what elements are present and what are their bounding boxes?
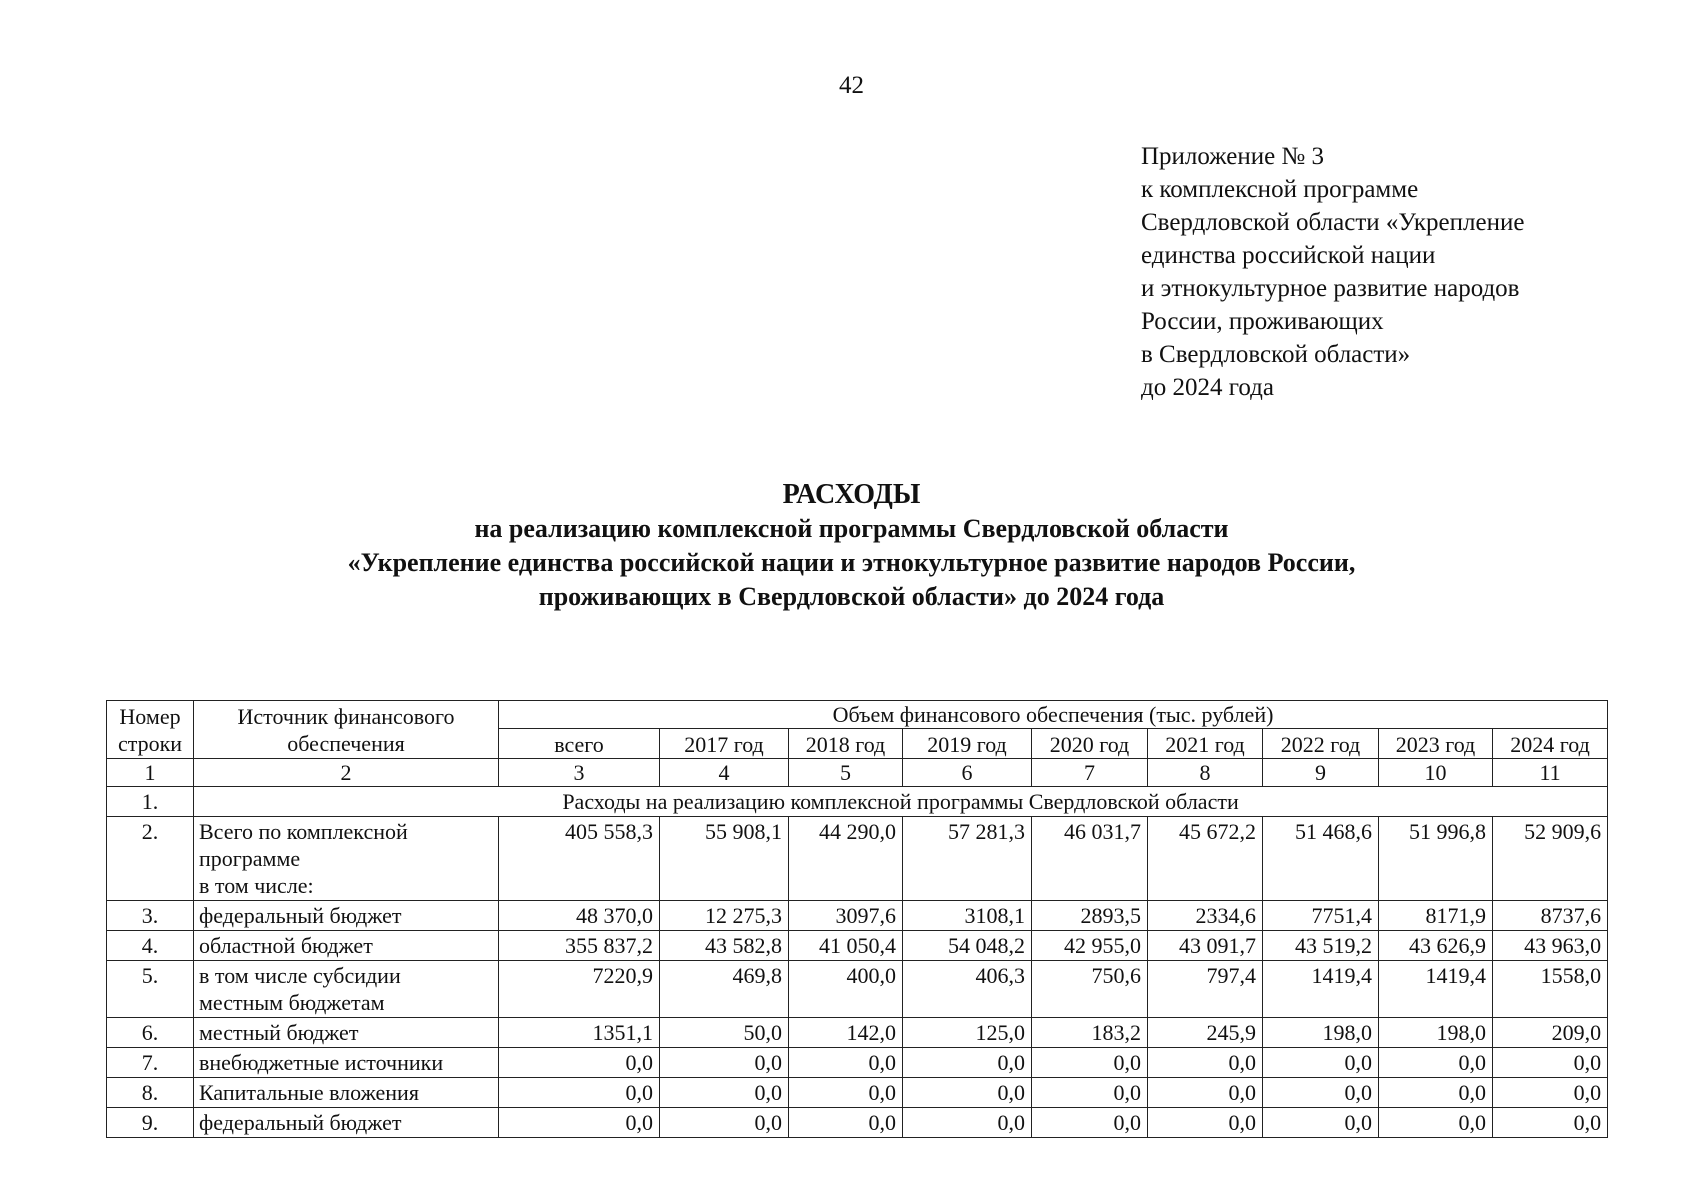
label-line: федеральный бюджет <box>199 1110 402 1135</box>
table-row <box>107 961 1608 1018</box>
table-row <box>107 1108 1608 1138</box>
financing-table <box>106 700 1608 1138</box>
value-cell: 0,0 <box>1493 1048 1608 1078</box>
value-cell: 0,0 <box>499 1108 660 1138</box>
value-cell: 1419,4 <box>1263 961 1379 1018</box>
value-cell: 750,6 <box>1032 961 1148 1018</box>
column-number: 9 <box>1263 759 1379 787</box>
value-cell: 0,0 <box>1493 1078 1608 1108</box>
value-cell: 1351,1 <box>499 1018 660 1048</box>
column-number: 4 <box>660 759 789 787</box>
value-cell: 142,0 <box>789 1018 903 1048</box>
section-row-text: Расходы на реализацию комплексной программы Свердловской области <box>194 787 1608 817</box>
row-source-label <box>194 1048 499 1078</box>
value-cell: 48 370,0 <box>499 901 660 931</box>
value-cell: 41 050,4 <box>789 931 903 961</box>
value-cell: 43 582,8 <box>660 931 789 961</box>
table-row <box>107 817 1608 901</box>
header-row <box>107 701 1608 729</box>
value-cell: 7751,4 <box>1263 901 1379 931</box>
label-line: программе <box>199 846 301 871</box>
value-cell: 0,0 <box>903 1108 1032 1138</box>
row-source-label <box>194 817 499 901</box>
value-cell: 209,0 <box>1493 1018 1608 1048</box>
value-cell: 45 672,2 <box>1148 817 1263 901</box>
label-line: в том числе: <box>199 873 314 898</box>
appendix-line: России, проживающих <box>1141 308 1384 335</box>
row-number: 3. <box>107 901 194 931</box>
page-number: 42 <box>839 72 864 99</box>
value-cell: 0,0 <box>1379 1048 1493 1078</box>
title-line: на реализацию комплексной программы Свердловской области <box>474 514 1229 543</box>
column-number: 3 <box>499 759 660 787</box>
row-number: 9. <box>107 1108 194 1138</box>
value-cell: 43 626,9 <box>1379 931 1493 961</box>
row-source-label <box>194 901 499 931</box>
header-volume: Объем финансового обеспечения (тыс. рублей) <box>499 701 1608 729</box>
value-cell: 198,0 <box>1379 1018 1493 1048</box>
header-column: 2024 год <box>1493 729 1608 759</box>
value-cell: 0,0 <box>903 1078 1032 1108</box>
label-line: Капитальные вложения <box>199 1080 419 1105</box>
value-cell: 0,0 <box>789 1108 903 1138</box>
value-cell: 0,0 <box>1379 1078 1493 1108</box>
value-cell: 183,2 <box>1032 1018 1148 1048</box>
header-column: 2020 год <box>1032 729 1148 759</box>
value-cell: 2334,6 <box>1148 901 1263 931</box>
value-cell: 405 558,3 <box>499 817 660 901</box>
table-row <box>107 901 1608 931</box>
row-source-label <box>194 961 499 1018</box>
column-numbers-row <box>107 759 1608 787</box>
value-cell: 0,0 <box>789 1048 903 1078</box>
value-cell: 43 963,0 <box>1493 931 1608 961</box>
value-cell: 0,0 <box>660 1078 789 1108</box>
label-line: местным бюджетам <box>199 990 385 1015</box>
value-cell: 46 031,7 <box>1032 817 1148 901</box>
value-cell: 8737,6 <box>1493 901 1608 931</box>
label-line: областной бюджет <box>199 933 373 958</box>
row-source-label <box>194 1018 499 1048</box>
value-cell: 43 091,7 <box>1148 931 1263 961</box>
document-title <box>0 478 1703 614</box>
value-cell: 406,3 <box>903 961 1032 1018</box>
value-cell: 0,0 <box>903 1048 1032 1078</box>
value-cell: 0,0 <box>660 1048 789 1078</box>
column-number: 6 <box>903 759 1032 787</box>
column-number: 5 <box>789 759 903 787</box>
table-row <box>107 931 1608 961</box>
value-cell: 43 519,2 <box>1263 931 1379 961</box>
value-cell: 797,4 <box>1148 961 1263 1018</box>
value-cell: 198,0 <box>1263 1018 1379 1048</box>
header-column: 2022 год <box>1263 729 1379 759</box>
label-line: Всего по комплексной <box>199 819 408 844</box>
appendix-line: в Свердловской области» <box>1141 341 1411 368</box>
value-cell: 42 955,0 <box>1032 931 1148 961</box>
value-cell: 0,0 <box>660 1108 789 1138</box>
value-cell: 54 048,2 <box>903 931 1032 961</box>
row-source-label <box>194 1078 499 1108</box>
row-source-label <box>194 1108 499 1138</box>
table-row <box>107 1048 1608 1078</box>
appendix-line: Свердловской области «Укрепление <box>1141 209 1525 236</box>
row-number: 2. <box>107 817 194 901</box>
title-line: «Укрепление единства российской нации и этнокультурное развитие народов России, <box>347 548 1356 577</box>
value-cell: 1419,4 <box>1379 961 1493 1018</box>
value-cell: 51 468,6 <box>1263 817 1379 901</box>
column-number: 2 <box>194 759 499 787</box>
row-number: 8. <box>107 1078 194 1108</box>
row-number: 7. <box>107 1048 194 1078</box>
value-cell: 1558,0 <box>1493 961 1608 1018</box>
row-number: 4. <box>107 931 194 961</box>
value-cell: 355 837,2 <box>499 931 660 961</box>
value-cell: 0,0 <box>1032 1078 1148 1108</box>
header-column: 2017 год <box>660 729 789 759</box>
header-column: 2023 год <box>1379 729 1493 759</box>
value-cell: 52 909,6 <box>1493 817 1608 901</box>
value-cell: 0,0 <box>499 1078 660 1108</box>
header-column: всего <box>499 729 660 759</box>
value-cell: 51 996,8 <box>1379 817 1493 901</box>
value-cell: 0,0 <box>1148 1078 1263 1108</box>
value-cell: 44 290,0 <box>789 817 903 901</box>
title-line: проживающих в Свердловской области» до 2024 года <box>538 582 1165 611</box>
value-cell: 12 275,3 <box>660 901 789 931</box>
value-cell: 0,0 <box>499 1048 660 1078</box>
appendix-line: до 2024 года <box>1141 374 1274 401</box>
header-column: 2021 год <box>1148 729 1263 759</box>
value-cell: 0,0 <box>789 1078 903 1108</box>
label-line: в том числе субсидии <box>199 963 401 988</box>
row-number: 6. <box>107 1018 194 1048</box>
value-cell: 50,0 <box>660 1018 789 1048</box>
value-cell: 8171,9 <box>1379 901 1493 931</box>
table-row <box>107 1078 1608 1108</box>
value-cell: 125,0 <box>903 1018 1032 1048</box>
appendix-line: Приложение № 3 <box>1141 143 1325 170</box>
appendix-line: и этнокультурное развитие народов <box>1141 275 1520 302</box>
section-row <box>107 787 1608 817</box>
value-cell: 0,0 <box>1148 1108 1263 1138</box>
value-cell: 0,0 <box>1263 1048 1379 1078</box>
table-row <box>107 1018 1608 1048</box>
value-cell: 57 281,3 <box>903 817 1032 901</box>
label-line: внебюджетные источники <box>199 1050 444 1075</box>
value-cell: 0,0 <box>1263 1078 1379 1108</box>
value-cell: 400,0 <box>789 961 903 1018</box>
appendix-line: единства российской нации <box>1141 242 1436 269</box>
label-line: местный бюджет <box>199 1020 359 1045</box>
header-column: 2019 год <box>903 729 1032 759</box>
value-cell: 2893,5 <box>1032 901 1148 931</box>
row-number: 5. <box>107 961 194 1018</box>
label-line: федеральный бюджет <box>199 903 402 928</box>
header-source: Источник финансового обеспечения <box>194 701 499 759</box>
column-number: 11 <box>1493 759 1608 787</box>
column-number: 10 <box>1379 759 1493 787</box>
column-number: 7 <box>1032 759 1148 787</box>
section-row-number: 1. <box>107 787 194 817</box>
column-number: 1 <box>107 759 194 787</box>
title-main: РАСХОДЫ <box>782 479 921 510</box>
column-number: 8 <box>1148 759 1263 787</box>
value-cell: 245,9 <box>1148 1018 1263 1048</box>
appendix-line: к комплексной программе <box>1141 176 1419 203</box>
value-cell: 0,0 <box>1263 1108 1379 1138</box>
value-cell: 3108,1 <box>903 901 1032 931</box>
value-cell: 55 908,1 <box>660 817 789 901</box>
value-cell: 0,0 <box>1032 1048 1148 1078</box>
value-cell: 0,0 <box>1379 1108 1493 1138</box>
value-cell: 469,8 <box>660 961 789 1018</box>
header-row-no: Номер строки <box>107 701 194 759</box>
value-cell: 0,0 <box>1148 1048 1263 1078</box>
row-source-label <box>194 931 499 961</box>
appendix-block <box>1141 140 1524 404</box>
value-cell: 0,0 <box>1032 1108 1148 1138</box>
value-cell: 7220,9 <box>499 961 660 1018</box>
value-cell: 3097,6 <box>789 901 903 931</box>
header-column: 2018 год <box>789 729 903 759</box>
value-cell: 0,0 <box>1493 1108 1608 1138</box>
